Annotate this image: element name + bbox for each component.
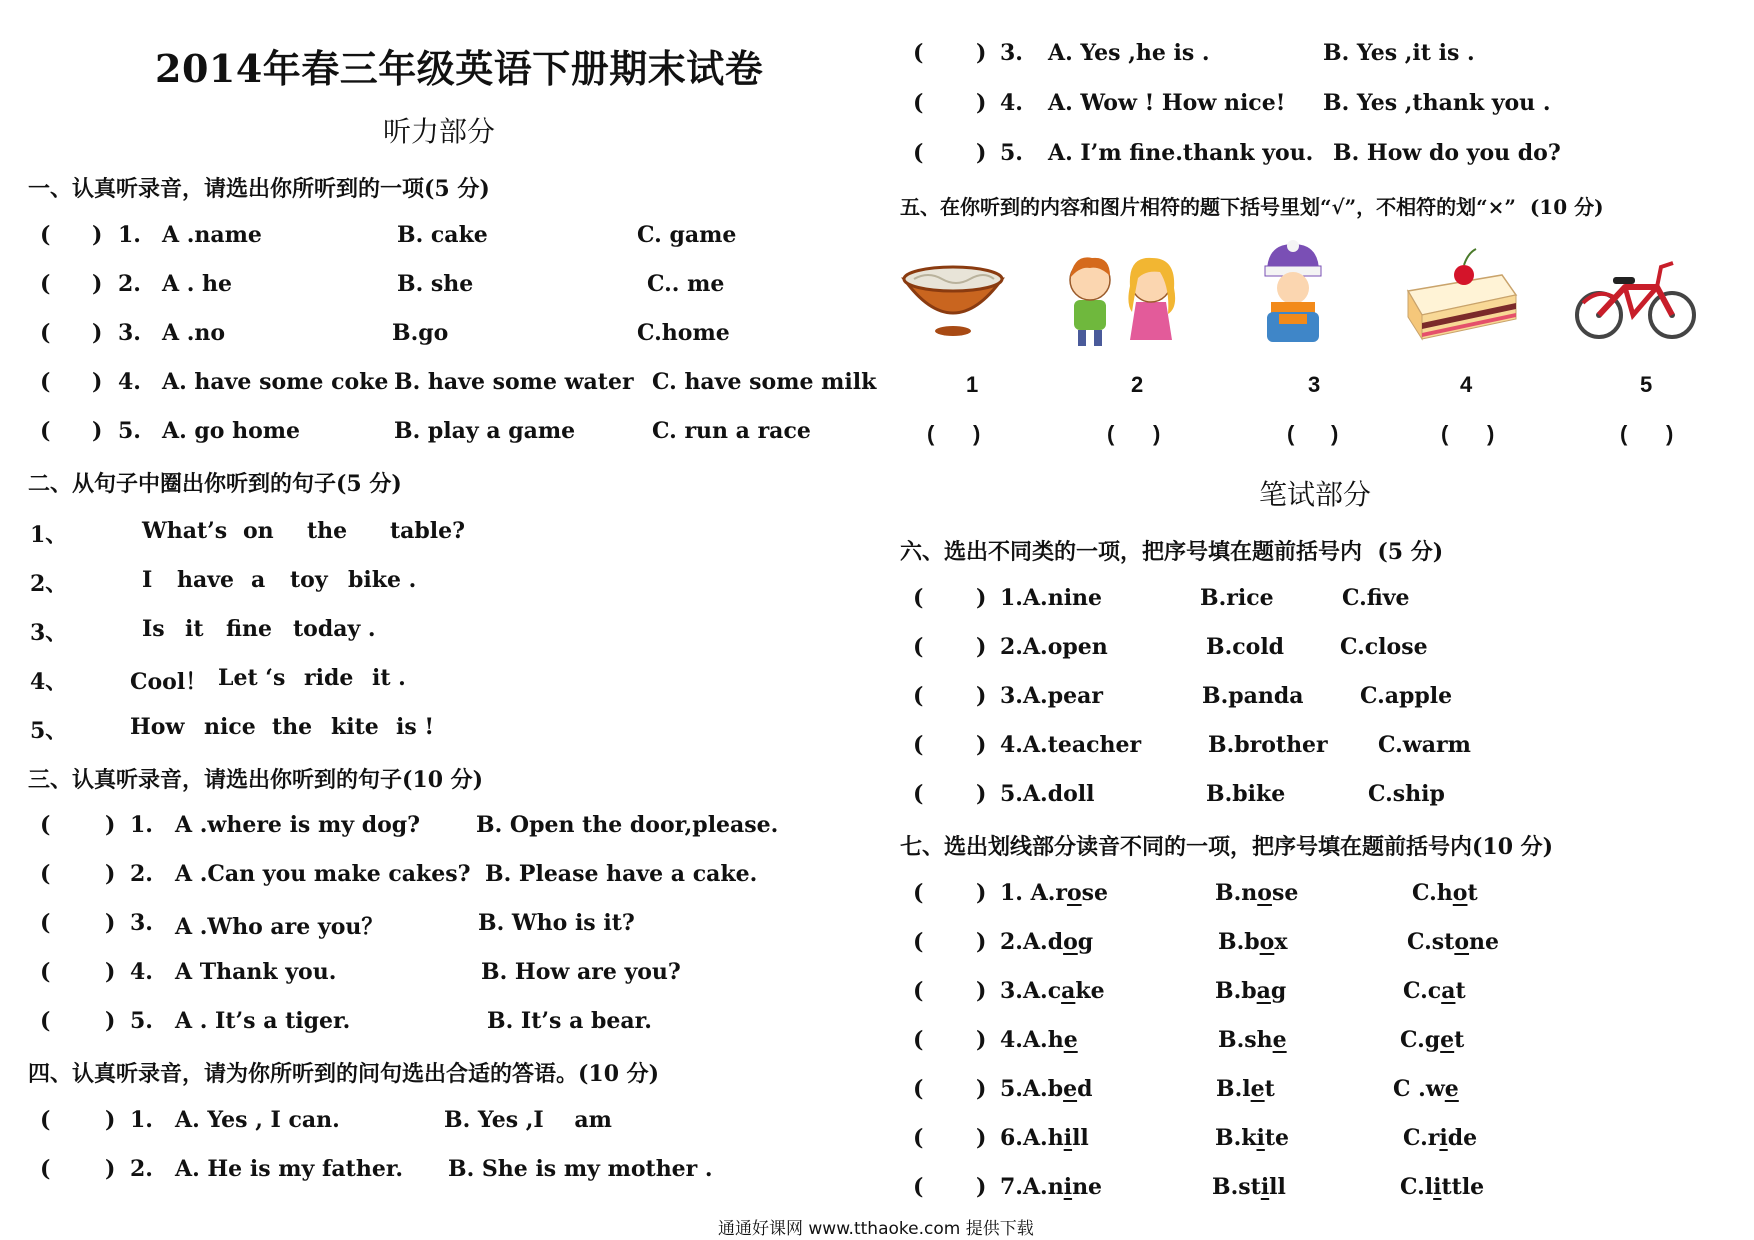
answer-paren-close: ) (976, 90, 987, 116)
option-b: B. have some water (394, 369, 634, 395)
answer-paren-close: ) (976, 1076, 987, 1102)
sentence-number: 3、 (30, 620, 68, 646)
option-a: A .where is my dog? (175, 812, 421, 838)
question-number: 4. (118, 369, 141, 395)
answer-paren-close: ) (92, 369, 103, 395)
sentence-word[interactable]: it (185, 616, 204, 642)
option-a: 1.A.nine (1000, 585, 1103, 611)
sentence-word[interactable]: fine (226, 616, 272, 642)
option-a: 4.A.teacher (1000, 732, 1142, 758)
sentence-word[interactable]: How (130, 714, 185, 740)
picture-number: 2 (1131, 372, 1144, 397)
answer-paren-close: ) (976, 634, 987, 660)
answer-paren-close: ) (1666, 421, 1674, 446)
option-b: B.cold (1206, 634, 1285, 660)
answer-paren-open[interactable]: ( (913, 40, 924, 66)
option-a: A .Who are you？ (175, 914, 384, 940)
answer-paren-open[interactable]: ( (913, 634, 924, 660)
section-7-heading: 七、选出划线部分读音不同的一项，把序号填在题前括号内(10 分) (900, 834, 1554, 860)
answer-paren-close: ) (976, 683, 987, 709)
option-b: B.nose (1215, 880, 1299, 906)
option-b: B. How do you do? (1333, 140, 1561, 166)
answer-paren-close: ) (105, 910, 116, 936)
option-b: B. she (397, 271, 474, 297)
answer-paren-close: ) (92, 418, 103, 444)
option-b: B. Yes ,I am (444, 1107, 612, 1133)
answer-paren-close: ) (976, 732, 987, 758)
picture-number: 1 (966, 372, 979, 397)
answer-paren-close: ) (105, 812, 116, 838)
option-b: B. How are you? (481, 959, 681, 985)
option-a: 5.A.doll (1000, 781, 1095, 807)
option-b: B.let (1216, 1076, 1275, 1102)
option-b: B. Yes ,thank you . (1323, 90, 1551, 116)
question-number: 5. (130, 1008, 153, 1034)
answer-paren-close: ) (976, 880, 987, 906)
option-c: C.little (1400, 1174, 1485, 1200)
answer-paren-open[interactable]: ( (913, 1076, 924, 1102)
answer-paren-open[interactable]: ( (40, 910, 51, 936)
answer-paren-close: ) (976, 1125, 987, 1151)
option-b: B. It’s a bear. (487, 1008, 652, 1034)
bike-icon (1573, 253, 1698, 343)
noodle-bowl-icon (898, 255, 1008, 345)
cake-icon (1402, 245, 1522, 345)
sentence-word[interactable]: kite (331, 714, 379, 740)
option-a: 1. A.rose (1000, 880, 1109, 906)
answer-paren-open[interactable]: ( (40, 222, 51, 248)
answer-paren-open[interactable]: ( (40, 812, 51, 838)
answer-paren-open[interactable]: ( (927, 421, 935, 446)
answer-paren-open[interactable]: ( (40, 418, 51, 444)
answer-paren-open[interactable]: ( (913, 1174, 924, 1200)
sentence-word[interactable]: have (177, 567, 235, 593)
answer-paren-close: ) (105, 1156, 116, 1182)
option-c: C .we (1393, 1076, 1459, 1102)
picture-number: 3 (1308, 372, 1321, 397)
option-a: 7.A.nine (1000, 1174, 1103, 1200)
answer-paren-open[interactable]: ( (913, 683, 924, 709)
sentence-word[interactable]: Cool！ (130, 669, 208, 695)
sentence-word[interactable]: it . (372, 665, 406, 691)
option-b: B. Please have a cake. (485, 861, 758, 887)
option-a: 2.A.open (1000, 634, 1108, 660)
sentence-word[interactable]: Is (142, 616, 165, 642)
answer-paren-open[interactable]: ( (913, 732, 924, 758)
sentence-number: 4、 (30, 669, 68, 695)
answer-paren-open[interactable]: ( (913, 140, 924, 166)
sentence-word[interactable]: today . (293, 616, 376, 642)
answer-paren-close: ) (976, 140, 987, 166)
sentence-word[interactable]: bike . (348, 567, 417, 593)
option-a: A Thank you. (175, 959, 337, 985)
answer-paren-open[interactable]: ( (913, 1027, 924, 1053)
option-a: A .no (162, 320, 226, 346)
option-c: C.apple (1360, 683, 1453, 709)
page-title: 2014年春三年级英语下册期末试卷 (155, 46, 764, 91)
option-a: A .name (162, 222, 262, 248)
answer-paren-close: ) (976, 40, 987, 66)
answer-paren-open[interactable]: ( (40, 271, 51, 297)
answer-paren-close: ) (976, 781, 987, 807)
option-b: B.she (1218, 1027, 1287, 1053)
answer-paren-close: ) (976, 585, 987, 611)
option-c: C.home (637, 320, 730, 346)
answer-paren-open[interactable]: ( (40, 861, 51, 887)
question-number: 1. (130, 1107, 153, 1133)
option-b: B.bag (1215, 978, 1287, 1004)
listening-section-title: 听力部分 (383, 115, 496, 148)
answer-paren-close: ) (976, 929, 987, 955)
option-b: B.brother (1208, 732, 1328, 758)
question-number: 2. (130, 861, 153, 887)
answer-paren-open[interactable]: ( (913, 585, 924, 611)
option-c: C.five (1342, 585, 1410, 611)
answer-paren-open[interactable]: ( (913, 781, 924, 807)
option-c: C. run a race (652, 418, 811, 444)
option-b: B. She is my mother . (448, 1156, 713, 1182)
answer-paren-close: ) (92, 320, 103, 346)
option-a: A. I’m fine.thank you. (1048, 140, 1314, 166)
sentence-word[interactable]: the (307, 518, 348, 544)
sentence-word[interactable]: nice (204, 714, 256, 740)
option-a: A. Wow ! How nice! (1048, 90, 1286, 116)
sentence-word[interactable]: a (251, 567, 266, 593)
picture-number: 5 (1640, 372, 1653, 397)
option-c: C.warm (1378, 732, 1471, 758)
answer-paren-close: ) (1153, 421, 1161, 446)
option-b: B.still (1212, 1174, 1286, 1200)
option-b: B.panda (1202, 683, 1304, 709)
answer-paren-close: ) (92, 222, 103, 248)
answer-paren-open[interactable]: ( (40, 1008, 51, 1034)
answer-paren-close: ) (1331, 421, 1339, 446)
option-b: B.rice (1200, 585, 1274, 611)
answer-paren-close: ) (976, 1174, 987, 1200)
question-number: 3. (1000, 40, 1023, 66)
option-c: C. game (637, 222, 737, 248)
answer-paren-open[interactable]: ( (913, 1125, 924, 1151)
sentence-word[interactable]: What’s (142, 518, 228, 544)
question-number: 5. (118, 418, 141, 444)
cold-child-icon (1253, 240, 1333, 345)
option-a: 3.A.pear (1000, 683, 1103, 709)
section-1-heading: 一、认真听录音，请选出你所听到的一项(5 分) (28, 176, 490, 202)
answer-paren-close: ) (976, 978, 987, 1004)
option-a: 2.A.dog (1000, 929, 1094, 955)
option-c: C.hot (1412, 880, 1478, 906)
option-c: C.. me (647, 271, 725, 297)
footer-credit: 通通好课网 www.tthaoke.com 提供下载 (718, 1219, 1034, 1239)
option-b: B.box (1218, 929, 1288, 955)
option-a: 4.A.he (1000, 1027, 1078, 1053)
option-b: B.bike (1206, 781, 1286, 807)
answer-paren-open[interactable]: ( (913, 880, 924, 906)
boy-and-girl-icon (1060, 248, 1185, 348)
answer-paren-close: ) (105, 1107, 116, 1133)
option-c: C.get (1400, 1027, 1465, 1053)
option-c: C.ship (1368, 781, 1445, 807)
answer-paren-close: ) (105, 1008, 116, 1034)
sentence-word[interactable]: table? (390, 518, 466, 544)
option-a: A. He is my father. (175, 1156, 404, 1182)
writing-section-title: 笔试部分 (1259, 478, 1372, 511)
section-4-heading: 四、认真听录音，请为你所听到的问句选出合适的答语。(10 分) (28, 1061, 660, 1087)
question-number: 5. (1000, 140, 1023, 166)
option-b: B. cake (397, 222, 488, 248)
answer-paren-open[interactable]: ( (913, 929, 924, 955)
sentence-word[interactable]: Let ‘s (218, 665, 286, 691)
sentence-number: 5、 (30, 718, 68, 744)
option-a: 5.A.bed (1000, 1076, 1093, 1102)
answer-paren-open[interactable]: ( (40, 959, 51, 985)
answer-paren-open[interactable]: ( (1620, 421, 1628, 446)
option-c: C.close (1340, 634, 1428, 660)
option-c: C.stone (1407, 929, 1500, 955)
option-c: C. have some milk (652, 369, 877, 395)
question-number: 3. (118, 320, 141, 346)
option-a: A. have some coke (162, 369, 389, 395)
option-b: B. Yes ,it is . (1323, 40, 1475, 66)
option-b: B.kite (1215, 1125, 1290, 1151)
answer-paren-open[interactable]: ( (40, 1156, 51, 1182)
picture-number: 4 (1460, 372, 1473, 397)
option-c: C.ride (1403, 1125, 1478, 1151)
answer-paren-close: ) (105, 861, 116, 887)
answer-paren-open[interactable]: ( (913, 90, 924, 116)
answer-paren-open[interactable]: ( (40, 320, 51, 346)
answer-paren-open[interactable]: ( (40, 369, 51, 395)
answer-paren-close: ) (105, 959, 116, 985)
option-a: 3.A.cake (1000, 978, 1105, 1004)
option-a: A. Yes , I can. (175, 1107, 340, 1133)
answer-paren-open[interactable]: ( (1287, 421, 1295, 446)
answer-paren-open[interactable]: ( (1441, 421, 1449, 446)
answer-paren-open[interactable]: ( (40, 1107, 51, 1133)
option-a: A . he (162, 271, 233, 297)
answer-paren-close: ) (1487, 421, 1495, 446)
option-a: 6.A.hill (1000, 1125, 1089, 1151)
option-b: B.go (392, 320, 449, 346)
option-a: A. go home (162, 418, 301, 444)
question-number: 3. (130, 910, 153, 936)
sentence-word[interactable]: is ! (396, 714, 435, 740)
sentence-word[interactable]: on (243, 518, 274, 544)
sentence-word[interactable]: toy (290, 567, 328, 593)
question-number: 1. (118, 222, 141, 248)
sentence-word[interactable]: ride (304, 665, 354, 691)
option-a: A. Yes ,he is . (1048, 40, 1210, 66)
section-3-heading: 三、认真听录音，请选出你听到的句子(10 分) (28, 767, 484, 793)
option-b: B. play a game (394, 418, 576, 444)
section-5-heading: 五、在你听到的内容和图片相符的题下括号里划“√”，不相符的划“×” (10 分) (900, 195, 1604, 219)
option-c: C.cat (1403, 978, 1466, 1004)
answer-paren-close: ) (973, 421, 981, 446)
sentence-number: 2、 (30, 571, 68, 597)
option-a: A .Can you make cakes? (175, 861, 471, 887)
option-b: B. Open the door,please. (476, 812, 779, 838)
question-number: 4. (130, 959, 153, 985)
answer-paren-close: ) (976, 1027, 987, 1053)
sentence-word[interactable]: I (142, 567, 153, 593)
option-a: A . It’s a tiger. (175, 1008, 351, 1034)
answer-paren-open[interactable]: ( (913, 978, 924, 1004)
section-2-heading: 二、从句子中圈出你听到的句子(5 分) (28, 471, 402, 497)
question-number: 2. (130, 1156, 153, 1182)
question-number: 1. (130, 812, 153, 838)
answer-paren-open[interactable]: ( (1107, 421, 1115, 446)
sentence-word[interactable]: the (272, 714, 313, 740)
section-6-heading: 六、选出不同类的一项，把序号填在题前括号内 (5 分) (900, 539, 1444, 565)
answer-paren-close: ) (92, 271, 103, 297)
question-number: 4. (1000, 90, 1023, 116)
option-b: B. Who is it? (478, 910, 635, 936)
question-number: 2. (118, 271, 141, 297)
sentence-number: 1、 (30, 522, 68, 548)
